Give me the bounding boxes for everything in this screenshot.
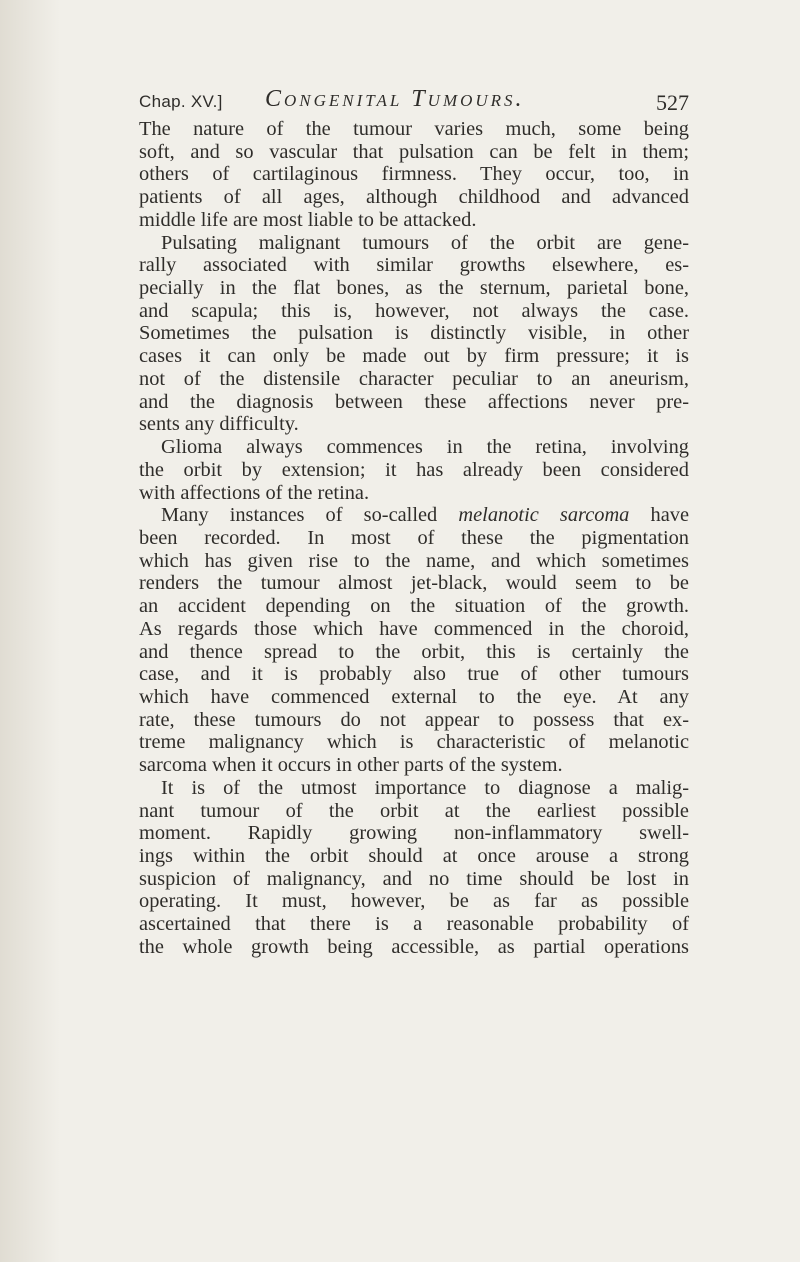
text-line: suspicion of malignancy, and no time should be lost in (139, 867, 689, 890)
text-line: As regards those which have commenced in the choroid, (139, 617, 689, 640)
text-line: and thence spread to the orbit, this is certainly the (139, 640, 689, 663)
text-line: rally associated with similar growths elsewhere, es- (139, 254, 689, 277)
text-line: been recorded. In most of these the pigmentation (139, 526, 689, 549)
text-line: not of the distensile character peculiar to an aneurism, (139, 367, 689, 390)
text-line: and the diagnosis between these affections never pre- (139, 390, 689, 413)
paragraph (139, 436, 689, 504)
text-line: pecially in the flat bones, as the sternum, parietal bone, (139, 277, 689, 300)
text-line: the orbit by extension; it has already been considered (139, 458, 689, 481)
paragraph (139, 504, 689, 777)
text-line: moment. Rapidly growing non-inflammatory swell- (139, 822, 689, 845)
paragraph (139, 232, 689, 436)
text-run: Many instances of so-called (161, 504, 459, 527)
text-line: ings within the orbit should at once arouse a strong (139, 845, 689, 867)
text-line: Glioma always commences in the retina, involving (161, 436, 689, 459)
text-line: middle life are most liable to be attacked. (139, 208, 477, 231)
chapter-label: Chap. XV.] (139, 92, 223, 111)
text-line: sents any difficulty. (139, 413, 299, 436)
text-line: others of cartilaginous firmness. They occur, too, in (139, 163, 689, 186)
text-line: Sometimes the pulsation is distinctly visible, in other (139, 322, 689, 345)
text-line: rate, these tumours do not appear to possess that ex- (139, 708, 689, 731)
text-line: operating. It must, however, be as far as possible (139, 890, 689, 913)
text-line: treme malignancy which is characteristic of melanotic (139, 731, 689, 754)
text-line: patients of all ages, although childhood and advanced (139, 186, 689, 209)
page-number: 527 (656, 90, 689, 115)
text-line: soft, and so vascular that pulsation can be felt in them; (139, 140, 689, 163)
text-line: with affections of the retina. (139, 481, 370, 504)
text-line: ascertained that there is a reasonable probability of (139, 913, 689, 936)
text-line: which have commenced external to the eye. At any (139, 685, 689, 708)
text-line: an accident depending on the situation of the growth. (139, 595, 689, 618)
text-line: the whole growth being accessible, as partial operations (139, 935, 689, 958)
text-line: sarcoma when it occurs in other parts of the system. (139, 754, 563, 777)
italic-term: melanotic sarcoma (458, 504, 630, 527)
text-line: It is of the utmost importance to diagnose a malig- (161, 776, 689, 799)
text-line: renders the tumour almost jet-black, would seem to be (139, 572, 689, 595)
text-line: and scapula; this is, however, not always the case. (139, 299, 689, 322)
text-line: cases it can only be made out by firm pressure; it is (139, 345, 689, 368)
body-text (139, 118, 689, 959)
text-run: have (629, 504, 690, 527)
running-title: Congenital Tumours. (265, 86, 525, 112)
text-line: The nature of the tumour varies much, some being (139, 118, 689, 140)
paragraph (139, 777, 689, 959)
text-line: which has given rise to the name, and which sometimes (139, 549, 689, 572)
text-line (139, 504, 689, 527)
text-line: nant tumour of the orbit at the earliest possible (139, 799, 689, 822)
paragraph (139, 118, 689, 232)
page-gutter-shadow (0, 0, 60, 1262)
text-line: Pulsating malignant tumours of the orbit are gene- (161, 231, 689, 254)
text-line: case, and it is probably also true of other tumours (139, 663, 689, 686)
